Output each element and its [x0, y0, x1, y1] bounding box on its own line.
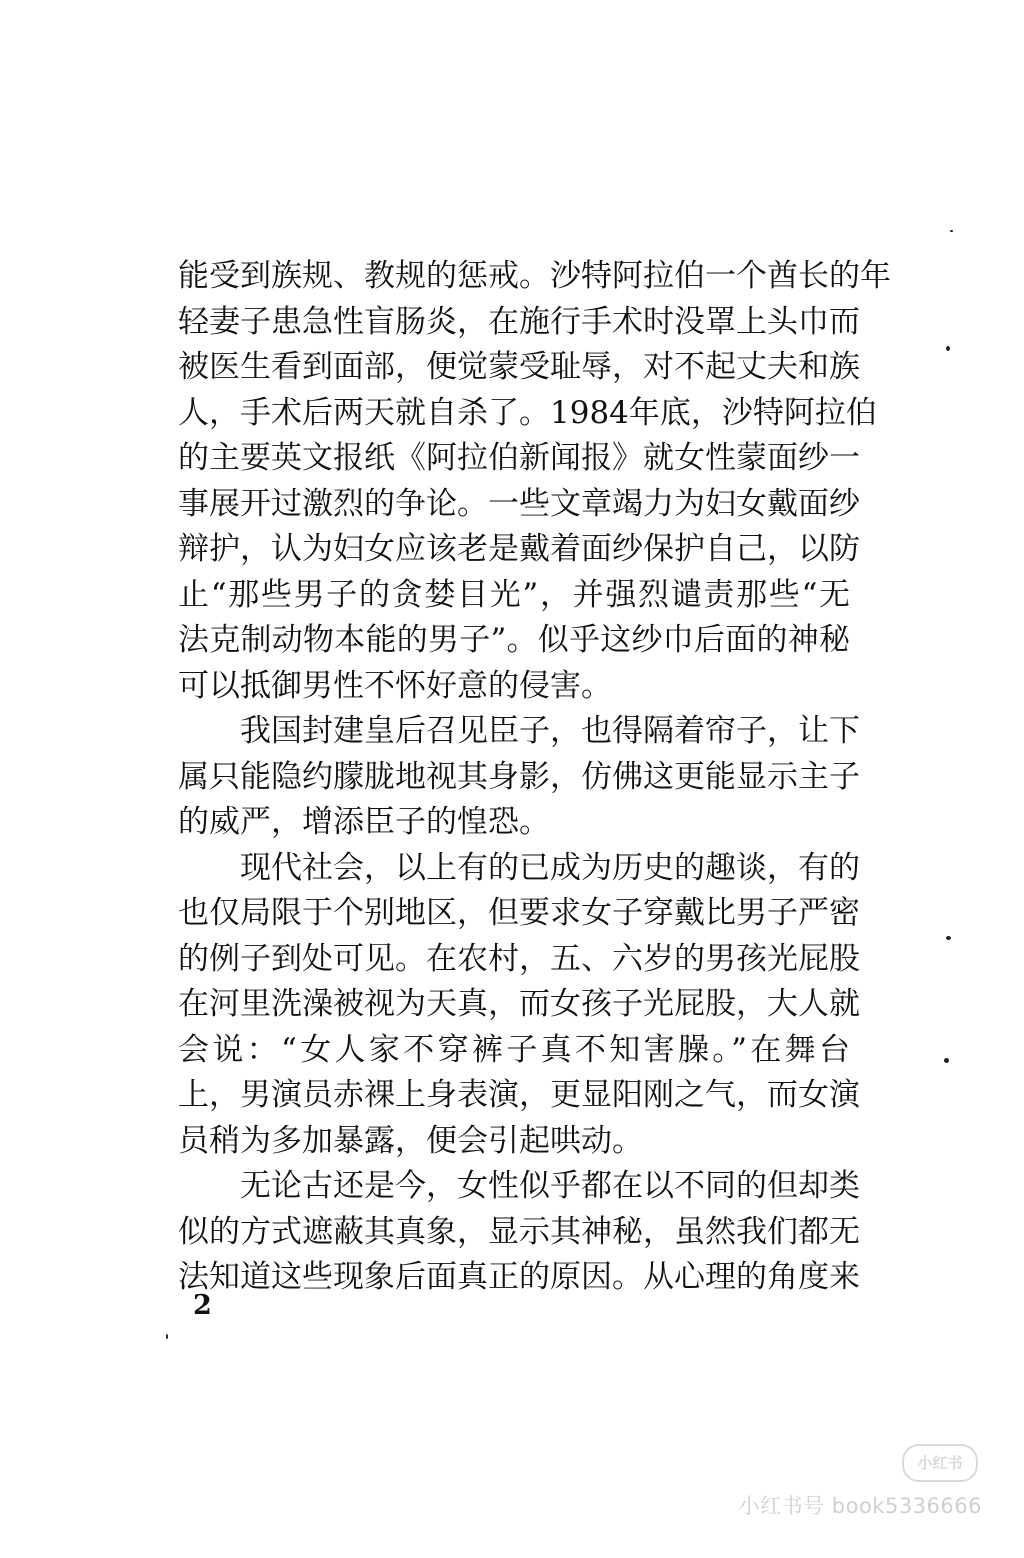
text-line: 止“那些男子的贪婪目光”，并强烈谴责那些“无 [178, 576, 850, 613]
text-line: 轻妻子患急性盲肠炎，在施行手术时没罩上头巾而 [178, 303, 860, 340]
text-line: 可以抵御男性不怀好意的侵害。 [178, 667, 612, 704]
text-line: 似的方式遮蔽其真象，显示其神秘，虽然我们都无 [178, 1213, 860, 1250]
text-line: 事展开过激烈的争论。一些文章竭力为妇女戴面纱 [178, 485, 860, 522]
text-line: 会说：“女人家不穿裤子真不知害臊。”在舞台 [178, 1031, 850, 1068]
text-line: 上，男演员赤裸上身表演，更显阳刚之气，而女演 [178, 1077, 860, 1113]
scan-speck [950, 230, 953, 232]
paragraph-first-line: 我国封建皇后召见臣子，也得隔着帘子，让下 [240, 713, 860, 749]
scan-speck [166, 1334, 168, 1339]
paragraph-first-line: 无论古还是今，女性似乎都在以不同的但却类 [240, 1168, 860, 1204]
text-line: 属只能隐约朦胧地视其身影，仿佛这更能显示主子 [178, 758, 860, 795]
text-line: 的主要英文报纸《阿拉伯新闻报》就女性蒙面纱一 [178, 440, 860, 476]
scan-speck [946, 936, 951, 940]
text-line: 的例子到处可见。在农村，五、六岁的男孩光屁股 [178, 940, 860, 977]
scan-speck [946, 346, 950, 351]
text-line: 法知道这些现象后面真正的原因。从心理的角度来 [178, 1259, 860, 1295]
paragraph-first-line: 现代社会，以上有的已成为历史的趣谈，有的 [240, 849, 860, 886]
scan-speck [944, 1058, 949, 1063]
text-line: 辩护，认为妇女应该老是戴着面纱保护自己，以防 [178, 531, 860, 567]
text-line: 员稍为多加暴露，便会引起哄动。 [178, 1122, 643, 1159]
body-text [178, 254, 891, 1301]
text-line: 人，手术后两天就自杀了。1984年底，沙特阿拉伯 [178, 394, 877, 431]
text-line: 在河里洗澡被视为天真，而女孩子光屁股，大人就 [178, 986, 860, 1022]
watermark-logo: 小红书 [902, 1444, 978, 1482]
text-line: 法克制动物本能的男子”。似乎这纱巾后面的神秘 [178, 622, 850, 658]
text-line: 的威严，增添臣子的惶恐。 [178, 804, 550, 840]
text-line: 被医生看到面部，便觉蒙受耻辱，对不起丈夫和族 [178, 349, 860, 385]
page-number: 2 [193, 1290, 212, 1321]
text-line: 能受到族规、教规的惩戒。沙特阿拉伯一个酋长的年 [178, 258, 891, 294]
watermark-text: 小红书号 book5336666 [738, 1494, 982, 1518]
text-line: 也仅局限于个别地区，但要求女子穿戴比男子严密 [178, 895, 860, 931]
